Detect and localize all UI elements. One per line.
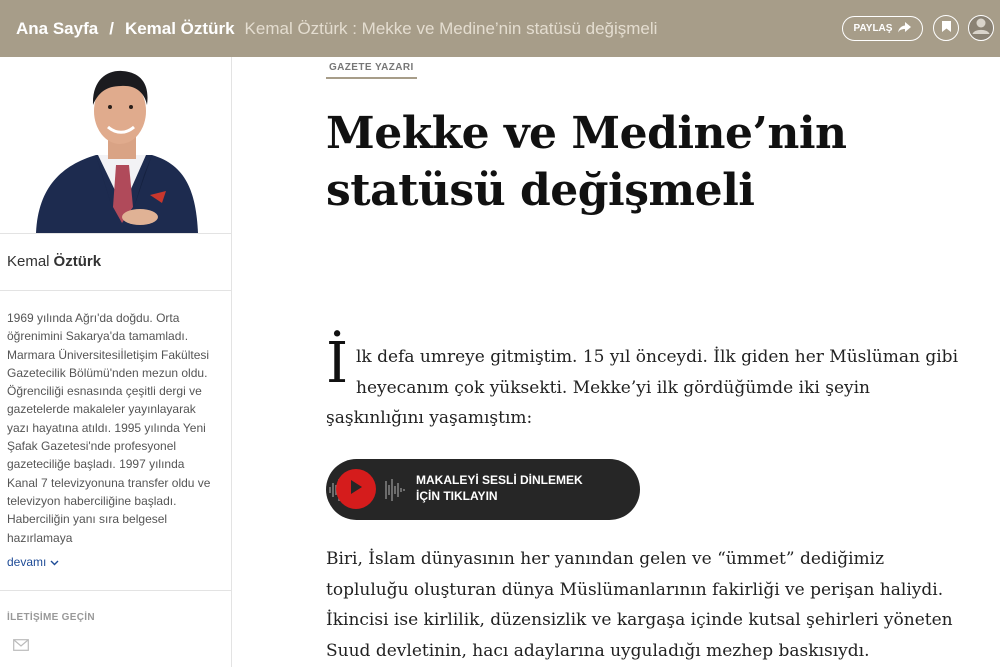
author-name[interactable]: [7, 253, 101, 270]
article-paragraph: [326, 544, 966, 666]
breadcrumb-current: Kemal Öztürk : Mekke ve Medine’nin statüsü değişmeli: [244, 18, 658, 38]
paragraph-line: İkincisi ise kirlilik, düzensizlik ve kargaşa içinde kutsal şehirleri yöneten: [326, 610, 953, 630]
paragraph-line: lk defa umreye gitmiştim. 15 yıl önceydi. İlk giden her Müslüman gibi: [356, 347, 959, 367]
author-last-name: Öztürk: [53, 253, 102, 270]
bio-line: 1969 yılında Ağrı'da doğdu. Orta: [7, 311, 180, 325]
divider: [0, 590, 232, 591]
audio-label-line: İÇİN TIKLAYIN: [416, 489, 498, 503]
mail-icon[interactable]: [13, 638, 29, 656]
bio-line: Kanal 7 televizyonuna transfer oldu ve: [7, 475, 211, 490]
bio-line: gazetelerde makaleler yayınlayarak: [7, 402, 196, 417]
author-sidebar: [0, 57, 232, 667]
author-portrait[interactable]: [0, 57, 231, 233]
bio-line: Haberciliğin yanı sıra belgesel: [7, 512, 168, 527]
breadcrumb-author[interactable]: Kemal Öztürk: [124, 18, 235, 38]
author-first-name: Kemal: [7, 253, 50, 270]
divider: [0, 290, 232, 291]
breadcrumb-home[interactable]: Ana Sayfa: [16, 18, 99, 38]
bio-line: televizyon haberciliğine başladı.: [7, 493, 177, 508]
divider: [0, 233, 232, 234]
more-label: devamı: [7, 555, 47, 569]
paragraph-line: topluluğu oluşturan dünya Müslümanlarının fakirliği ve perişan haliydi.: [326, 579, 944, 600]
listen-audio-label[interactable]: [416, 472, 583, 504]
profile-button[interactable]: [968, 15, 994, 41]
top-bar: [0, 0, 1000, 57]
bio-line: gazeteciliğe başladı. 1997 yılında: [7, 457, 185, 472]
breadcrumb-separator: /: [109, 18, 114, 38]
bio-line: Gazetecilik Bölümü'nden mezun oldu.: [7, 365, 208, 380]
paragraph-line: Suud devletinin, hacı adaylarına uyguladığı mezhep baskısıydı.: [326, 640, 870, 661]
drop-cap: İ: [326, 331, 349, 396]
bio-line: hazırlamaya: [7, 530, 73, 545]
audio-label-line: MAKALEYİ SESLİ DİNLEMEK: [416, 473, 583, 487]
bio-line: öğrenimini Sakarya'da tamamladı.: [7, 329, 189, 344]
bio-line: yazı hayatına atıldı. 1995 yılında Yeni: [7, 420, 206, 435]
bio-line: Şafak Gazetesi'nde profesyonel: [7, 439, 177, 454]
bio-more-link[interactable]: [7, 555, 59, 569]
paragraph-line: heyecanım çok yüksekti. Mekke’yi ilk gördüğümde iki şeyin: [356, 377, 871, 398]
share-label: PAYLAŞ: [853, 23, 893, 34]
article-paragraph: [326, 342, 959, 434]
bookmark-icon: [942, 19, 951, 37]
play-icon: [349, 479, 363, 500]
play-button[interactable]: [336, 469, 376, 509]
share-button[interactable]: [842, 16, 923, 41]
contact-title: İLETİŞİME GEÇİN: [7, 612, 95, 623]
article-category[interactable]: GAZETE YAZARI: [326, 57, 417, 79]
bio-line: Marmara Üniversitesiİletişim Fakültesi: [7, 347, 210, 362]
bookmark-button[interactable]: [933, 15, 959, 41]
title-line: Mekke ve Medine’nin: [326, 108, 847, 159]
article-title: [326, 105, 906, 219]
paragraph-line: Biri, İslam dünyasının her yanından gelen ve “ümmet” dediğimiz: [326, 549, 885, 569]
paragraph-line: şaşkınlığını yaşamıştım:: [326, 408, 533, 428]
title-line: statüsü değişmeli: [326, 165, 755, 216]
author-bio: [7, 309, 222, 547]
share-arrow-icon: [898, 22, 911, 36]
chevron-down-icon: [50, 555, 59, 569]
user-icon: [970, 15, 992, 42]
bio-line: Öğrenciliği esnasında çeşitli dergi ve: [7, 384, 202, 399]
